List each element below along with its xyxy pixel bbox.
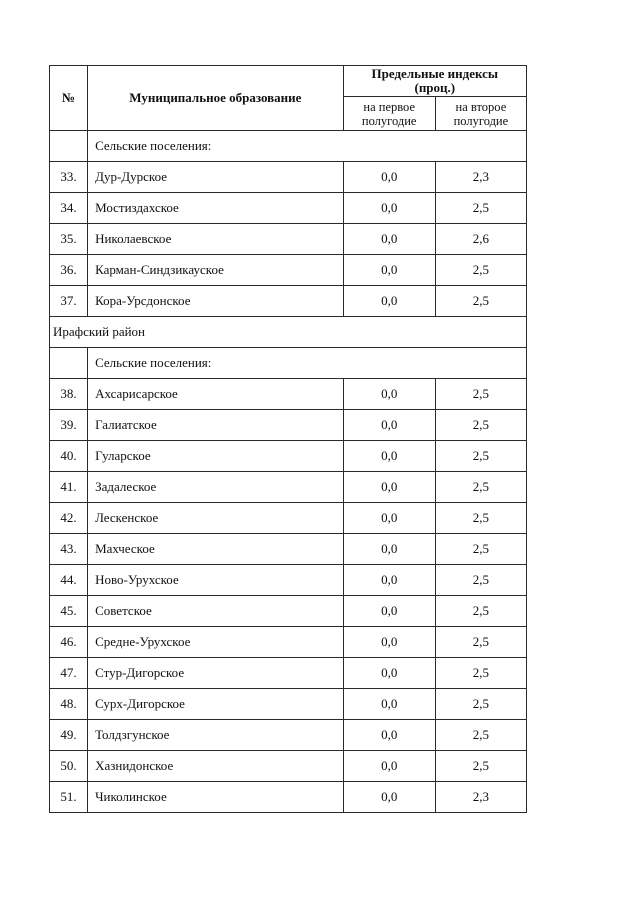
section-label: Сельские поселения: [88,348,527,379]
first-half-index: 0,0 [343,193,435,224]
row-number: 46. [50,627,88,658]
district-label: Ирафский район [50,317,527,348]
row-number: 49. [50,720,88,751]
header-num: № [50,66,88,131]
second-half-index: 2,5 [435,379,526,410]
first-half-index: 0,0 [343,472,435,503]
second-half-index: 2,5 [435,286,526,317]
row-number: 38. [50,379,88,410]
section-num-empty [50,348,88,379]
table-row [50,410,527,441]
first-half-index: 0,0 [343,751,435,782]
row-number: 48. [50,689,88,720]
row-number: 34. [50,193,88,224]
row-number: 36. [50,255,88,286]
municipality-name: Лескенское [88,503,344,534]
municipality-name: Ново-Урухское [88,565,344,596]
first-half-index: 0,0 [343,162,435,193]
municipality-name: Махческое [88,534,344,565]
second-half-index: 2,5 [435,565,526,596]
header-first-half-line2: полугодие [361,113,417,128]
second-half-index: 2,5 [435,627,526,658]
second-half-index: 2,5 [435,534,526,565]
row-number: 33. [50,162,88,193]
header-indices-line2: (проц.) [414,80,456,95]
row-number: 37. [50,286,88,317]
first-half-index: 0,0 [343,286,435,317]
table-row [50,379,527,410]
municipality-name: Мостиздахское [88,193,344,224]
row-number: 47. [50,658,88,689]
header-indices-line1: Предельные индексы [371,65,499,81]
row-number: 42. [50,503,88,534]
table-row [50,193,527,224]
table-row [50,286,527,317]
table-row [50,658,527,689]
table-row [50,689,527,720]
second-half-index: 2,5 [435,658,526,689]
row-number: 51. [50,782,88,813]
first-half-index: 0,0 [343,565,435,596]
table-row [50,503,527,534]
row-number: 50. [50,751,88,782]
row-number: 39. [50,410,88,441]
header-row [50,66,527,97]
table-row [50,782,527,813]
row-number: 35. [50,224,88,255]
section-row-district [50,317,527,348]
first-half-index: 0,0 [343,627,435,658]
first-half-index: 0,0 [343,720,435,751]
municipality-name: Стур-Дигорское [88,658,344,689]
first-half-index: 0,0 [343,379,435,410]
municipality-name: Карман-Синдзикауское [88,255,344,286]
municipality-name: Хазнидонское [88,751,344,782]
second-half-index: 2,5 [435,441,526,472]
first-half-index: 0,0 [343,658,435,689]
table-row [50,224,527,255]
second-half-index: 2,5 [435,255,526,286]
header-second-half-line2: полугодие [453,113,509,128]
table-row [50,751,527,782]
municipality-name: Ахсарисарское [88,379,344,410]
second-half-index: 2,5 [435,751,526,782]
table-row [50,534,527,565]
table-row [50,441,527,472]
second-half-index: 2,5 [435,193,526,224]
header-second-half [435,97,526,131]
municipality-name: Задалеское [88,472,344,503]
table-row [50,255,527,286]
section-label: Сельские поселения: [88,131,527,162]
second-half-index: 2,5 [435,596,526,627]
second-half-index: 2,5 [435,720,526,751]
municipality-name: Сурх-Дигорское [88,689,344,720]
header-municipality: Муниципальное образование [88,66,344,131]
municipality-name: Советское [88,596,344,627]
table-row [50,162,527,193]
first-half-index: 0,0 [343,503,435,534]
municipality-name: Толдзгунское [88,720,344,751]
second-half-index: 2,5 [435,410,526,441]
header-indices [343,66,526,97]
row-number: 41. [50,472,88,503]
municipality-name: Галиатское [88,410,344,441]
second-half-index: 2,5 [435,503,526,534]
municipality-name: Средне-Урухское [88,627,344,658]
table-row [50,720,527,751]
second-half-index: 2,5 [435,472,526,503]
indices-table-body [50,66,527,813]
table-row [50,472,527,503]
section-row-rural-2 [50,348,527,379]
table-row [50,627,527,658]
row-number: 43. [50,534,88,565]
indices-table [49,65,527,813]
municipality-name: Гуларское [88,441,344,472]
first-half-index: 0,0 [343,441,435,472]
first-half-index: 0,0 [343,255,435,286]
table-row [50,565,527,596]
first-half-index: 0,0 [343,410,435,441]
second-half-index: 2,3 [435,782,526,813]
header-second-half-line1: на второе [455,100,507,115]
municipality-name: Дур-Дурское [88,162,344,193]
table-row [50,596,527,627]
first-half-index: 0,0 [343,689,435,720]
row-number: 45. [50,596,88,627]
second-half-index: 2,6 [435,224,526,255]
first-half-index: 0,0 [343,224,435,255]
section-num-empty [50,131,88,162]
municipality-name: Николаевское [88,224,344,255]
first-half-index: 0,0 [343,596,435,627]
first-half-index: 0,0 [343,534,435,565]
section-row-rural-1 [50,131,527,162]
municipality-name: Кора-Урсдонское [88,286,344,317]
second-half-index: 2,3 [435,162,526,193]
row-number: 44. [50,565,88,596]
header-first-half-line1: на первое [363,100,416,115]
first-half-index: 0,0 [343,782,435,813]
municipality-name: Чиколинское [88,782,344,813]
header-first-half [343,97,435,131]
second-half-index: 2,5 [435,689,526,720]
row-number: 40. [50,441,88,472]
